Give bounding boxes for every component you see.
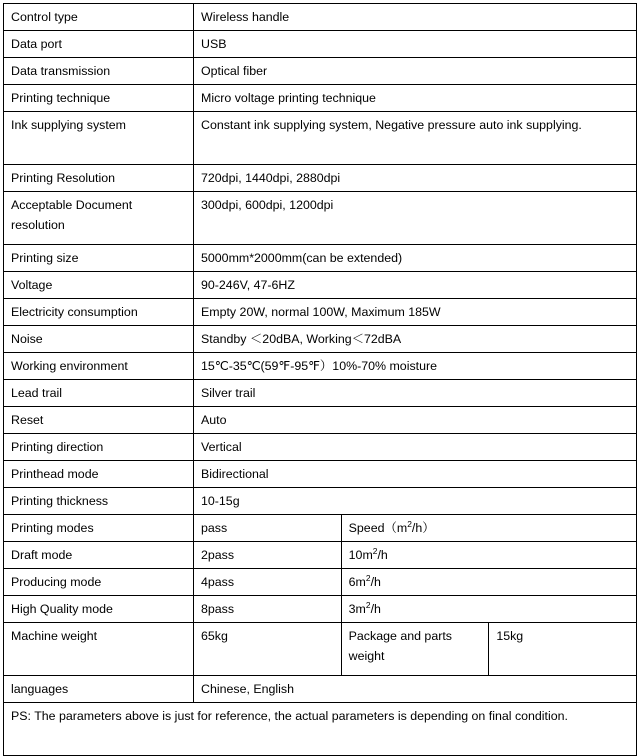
row-value-printing-direction: Vertical xyxy=(194,434,637,461)
speed-header-prefix: Speed（m xyxy=(348,521,408,535)
table-row xyxy=(4,407,637,434)
row-value-acceptable-document-resolution: 300dpi, 600dpi, 1200dpi xyxy=(194,192,637,245)
table-row xyxy=(4,326,637,353)
table-row xyxy=(4,245,637,272)
row-label-languages: languages xyxy=(4,676,194,703)
row-value-lead-trail: Silver trail xyxy=(194,380,637,407)
row-value-electricity-consumption: Empty 20W, normal 100W, Maximum 185W xyxy=(194,299,637,326)
row-value-working-environment: 15℃-35℃(59℉-95℉）10%-70% moisture xyxy=(194,353,637,380)
row-value-producing-mode-pass: 4pass xyxy=(194,569,342,596)
row-label-machine-weight: Machine weight xyxy=(4,623,194,676)
row-value-voltage: 90-246V, 47-6HZ xyxy=(194,272,637,299)
producing-speed-superscript: 2 xyxy=(365,572,371,583)
row-value-printing-resolution: 720dpi, 1440dpi, 2880dpi xyxy=(194,165,637,192)
table-row xyxy=(4,542,637,569)
row-value-printing-size: 5000mm*2000mm(can be extended) xyxy=(194,245,637,272)
row-value-draft-mode-speed xyxy=(341,542,636,569)
footnote-text: PS: The parameters above is just for reference, the actual parameters is depending on final condition. xyxy=(4,703,637,756)
row-value-producing-mode-speed xyxy=(341,569,636,596)
row-label-printing-thickness: Printing thickness xyxy=(4,488,194,515)
row-label-voltage: Voltage xyxy=(4,272,194,299)
row-label-printing-technique: Printing technique xyxy=(4,85,194,112)
row-value-printing-technique: Micro voltage printing technique xyxy=(194,85,637,112)
draft-speed-prefix: 10m xyxy=(348,548,373,562)
row-value-high-quality-mode-speed xyxy=(341,596,636,623)
table-row xyxy=(4,434,637,461)
spec-table-body xyxy=(4,4,637,756)
row-label-producing-mode: Producing mode xyxy=(4,569,194,596)
specification-table xyxy=(3,3,637,756)
producing-speed-prefix: 6m xyxy=(348,575,366,589)
row-label-high-quality-mode: High Quality mode xyxy=(4,596,194,623)
row-label-electricity-consumption: Electricity consumption xyxy=(4,299,194,326)
draft-speed-suffix: /h xyxy=(377,548,388,562)
row-label-lead-trail: Lead trail xyxy=(4,380,194,407)
table-row xyxy=(4,515,637,542)
row-label-control-type: Control type xyxy=(4,4,194,31)
hq-speed-prefix: 3m xyxy=(348,602,366,616)
row-label-working-environment: Working environment xyxy=(4,353,194,380)
row-label-reset: Reset xyxy=(4,407,194,434)
row-value-printing-modes-speed xyxy=(341,515,636,542)
table-row xyxy=(4,31,637,58)
speed-header-superscript: 2 xyxy=(407,518,412,529)
row-label-printing-direction: Printing direction xyxy=(4,434,194,461)
table-row xyxy=(4,488,637,515)
row-label-acceptable-document-resolution: Acceptable Document resolution xyxy=(4,192,194,245)
row-label-noise: Noise xyxy=(4,326,194,353)
row-value-high-quality-mode-pass: 8pass xyxy=(194,596,342,623)
row-value-control-type: Wireless handle xyxy=(194,4,637,31)
row-value-languages: Chinese, English xyxy=(194,676,637,703)
row-value-printing-modes-pass: pass xyxy=(194,515,342,542)
row-value-printhead-mode: Bidirectional xyxy=(194,461,637,488)
table-row xyxy=(4,461,637,488)
row-label-draft-mode: Draft mode xyxy=(4,542,194,569)
table-row xyxy=(4,676,637,703)
table-row xyxy=(4,703,637,756)
table-row xyxy=(4,85,637,112)
speed-header-suffix: /h） xyxy=(411,521,435,535)
table-row xyxy=(4,272,637,299)
row-label-package-weight: Package and parts weight xyxy=(341,623,489,676)
row-value-ink-supplying-system: Constant ink supplying system, Negative pressure auto ink supplying. xyxy=(194,112,637,165)
row-label-data-port: Data port xyxy=(4,31,194,58)
producing-speed-suffix: /h xyxy=(370,575,381,589)
table-row xyxy=(4,623,637,676)
table-row xyxy=(4,299,637,326)
row-value-draft-mode-pass: 2pass xyxy=(194,542,342,569)
table-row xyxy=(4,380,637,407)
table-row xyxy=(4,112,637,165)
table-row xyxy=(4,165,637,192)
table-row xyxy=(4,192,637,245)
table-row xyxy=(4,58,637,85)
row-value-machine-weight: 65kg xyxy=(194,623,342,676)
row-label-ink-supplying-system: Ink supplying system xyxy=(4,112,194,165)
table-row xyxy=(4,596,637,623)
hq-speed-superscript: 2 xyxy=(365,599,371,610)
row-label-printhead-mode: Printhead mode xyxy=(4,461,194,488)
table-row xyxy=(4,4,637,31)
row-value-data-transmission: Optical fiber xyxy=(194,58,637,85)
row-label-printing-modes: Printing modes xyxy=(4,515,194,542)
hq-speed-suffix: /h xyxy=(370,602,381,616)
row-value-data-port: USB xyxy=(194,31,637,58)
draft-speed-superscript: 2 xyxy=(372,545,378,556)
table-row xyxy=(4,569,637,596)
row-label-printing-resolution: Printing Resolution xyxy=(4,165,194,192)
row-value-noise: Standby ＜20dBA, Working＜72dBA xyxy=(194,326,637,353)
row-value-printing-thickness: 10-15g xyxy=(194,488,637,515)
row-value-reset: Auto xyxy=(194,407,637,434)
row-label-printing-size: Printing size xyxy=(4,245,194,272)
table-row xyxy=(4,353,637,380)
row-label-data-transmission: Data transmission xyxy=(4,58,194,85)
row-value-package-weight: 15kg xyxy=(489,623,637,676)
